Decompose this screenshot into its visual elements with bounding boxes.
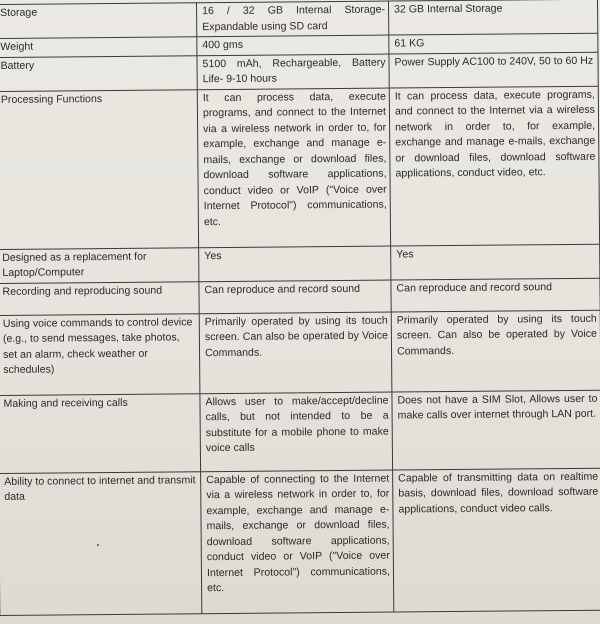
device-one-cell: Capable of connecting to the Internet via a wireless network in order to, for example, exchange and manage e-mails, exchange or download files, download software applications, conduct video or VoIP ("Voice over Internet Protocol") communications, etc. xyxy=(201,470,394,614)
table-row xyxy=(0,86,600,249)
device-one-cell: 5100 mAh, Rechargeable, Battery Life- 9-10 hours xyxy=(197,54,389,90)
table-row xyxy=(0,52,598,91)
feature-cell: Using voice commands to control device (e.g., to send messages, take photos, set an alarm, check weather or schedules) xyxy=(0,313,200,395)
feature-cell: Making and receiving calls xyxy=(0,393,201,473)
device-one-cell: Yes xyxy=(199,246,391,282)
feature-cell: Weight xyxy=(0,37,197,57)
device-two-cell: Can reproduce and record sound xyxy=(391,278,600,312)
device-one-cell: Can reproduce and record sound xyxy=(199,280,391,314)
device-two-cell: 61 KG xyxy=(389,33,598,53)
device-one-cell: 16 / 32 GB Internal Storage-Expandable using SD card xyxy=(196,1,388,37)
device-two-cell: Yes xyxy=(391,244,600,280)
device-two-cell: Does not have a SIM Slot, Allows user to make calls over internet through LAN port. xyxy=(392,390,600,470)
device-two-cell: 32 GB Internal Storage xyxy=(388,0,597,35)
table-row xyxy=(0,310,600,395)
feature-cell: Battery xyxy=(0,55,197,91)
scan-speck xyxy=(97,544,99,546)
table-row xyxy=(0,278,600,315)
feature-cell: Storage xyxy=(0,3,197,39)
table-row xyxy=(0,244,600,283)
feature-cell: Processing Functions xyxy=(0,89,199,249)
table-row xyxy=(0,468,600,615)
feature-cell: Recording and reproducing sound xyxy=(0,281,199,315)
device-two-cell: Power Supply AC100 to 240V, 50 to 60 Hz xyxy=(389,52,598,88)
device-two-cell: It can process data, execute programs, and connect to the Internet via a wireless network in order to, for example, exchange and manage e-mails, exchange or download files, download software applications, conduct video, etc. xyxy=(389,86,599,246)
device-one-cell: It can process data, execute programs, and connect to the Internet via a wireless network in order to, for example, exchange and manage e-mails, exchange or download files, download software applications, conduct video or VoIP ("Voice over Internet Protocol") communications, etc. xyxy=(197,88,390,248)
table-row xyxy=(0,0,598,38)
feature-cell: Designed as a replacement for Laptop/Computer xyxy=(0,247,199,283)
device-one-cell: 400 gms xyxy=(197,35,389,55)
device-one-cell: Allows user to make/accept/decline calls, but not intended to be a substitute for a mobile phone to make voice calls xyxy=(200,392,393,472)
feature-cell: Ability to connect to internet and transmit data xyxy=(0,471,202,615)
device-one-cell: Primarily operated by using its touch screen. Can also be operated by Voice Commands. xyxy=(199,312,392,394)
device-two-cell: Primarily operated by using its touch screen. Can also be operated by Voice Commands. xyxy=(391,310,600,392)
table-row xyxy=(0,390,600,473)
device-two-cell: Capable of transmitting data on realtime basis, download files, download software applications, conduct video calls. xyxy=(393,468,600,612)
